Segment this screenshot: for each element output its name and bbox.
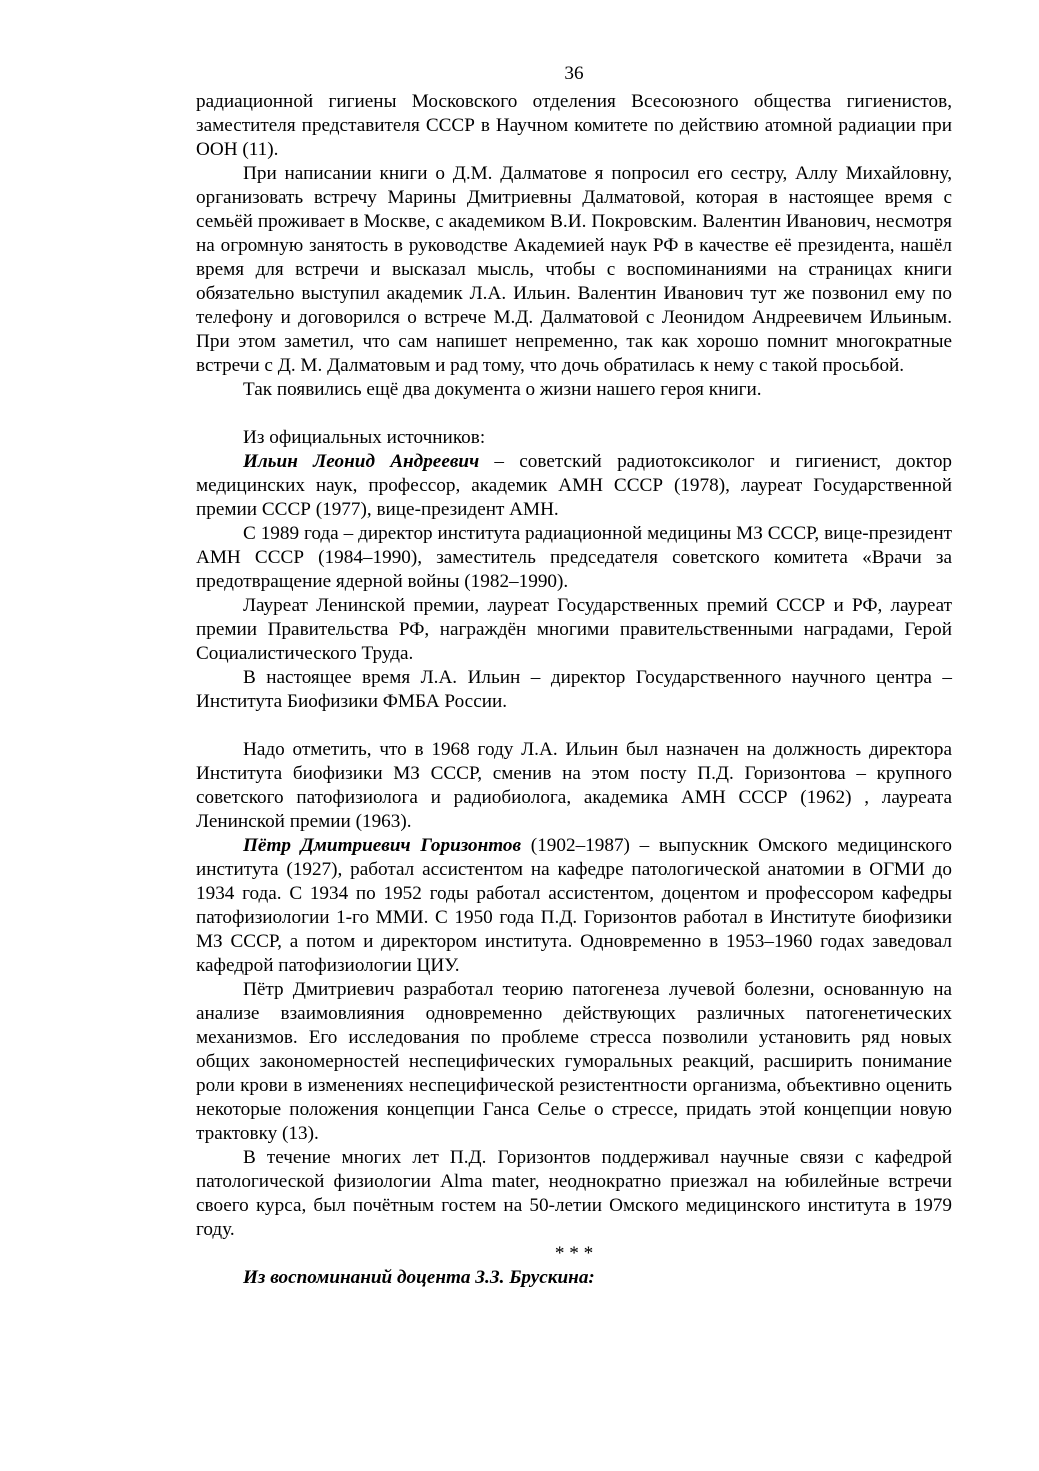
paragraph-appointment-1968: Надо отметить, что в 1968 году Л.А. Ильин был назначен на должность директора Института биофизики МЗ СССР, сменив на этом посту П.Д. Горизонтова – крупного советского патофизиолога и радиобиолога, академика АМН СССР (1962) , лауреата Ленинской премии (1963).	[196, 739, 952, 832]
paragraph-ilyin-current: В настоящее время Л.А. Ильин – директор Государственного научного центра – Института Биофизики ФМБА России.	[196, 667, 952, 712]
person-name-gorizontov: Пётр Дмитриевич Горизонтов	[243, 835, 522, 856]
gorizontov-bio-text: (1902–1987) – выпускник Омского медицинского института (1927), работал ассистентом на кафедре патологической анатомии в ОГМИ до 1934 года. С 1934 по 1952 годы работал ассистентом, доцентом и профессором кафедры патофизиологии 1-го ММИ. С 1950 года П.Д. Горизонтов работал в Институте биофизики МЗ СССР, а потом и директором института. Одновременно в 1953–1960 годах заведовал кафедрой патофизиологии ЦИУ.	[196, 835, 952, 976]
person-name-ilyin: Ильин Леонид Андреевич	[243, 451, 480, 472]
paragraph-ilyin-bio	[196, 450, 952, 522]
document-page	[196, 62, 952, 1290]
paragraph-official-sources: Из официальных источников:	[243, 427, 486, 448]
blank-line	[196, 402, 952, 426]
paragraph-two-documents: Так появились ещё два документа о жизни нашего героя книги.	[243, 379, 762, 400]
page-number: 36	[564, 63, 584, 84]
paragraph-gorizontov-bio	[196, 834, 952, 978]
paragraph-ilyin-awards: Лауреат Ленинской премии, лауреат Государственных премий СССР и РФ, лауреат премии Правительства РФ, награждён многими правительственными наградами, Герой Социалистического Труда.	[196, 595, 952, 664]
blank-line	[196, 714, 952, 738]
section-heading: Из воспоминаний доцента З.З. Брускина:	[243, 1267, 595, 1288]
paragraph-book-writing: При написании книги о Д.М. Далматове я попросил его сестру, Аллу Михайловну, организовать встречу Марины Дмитриевны Далматовой, которая в настоящее время с семьёй проживает в Москве, с академиком В.И. Покровским. Валентин Иванович, несмотря на огромную занятость в руководстве Академией наук РФ в качестве её президента, нашёл время для встречи и высказал мысль, чтобы с воспоминаниями на страницах книги обязательно выступил академик Л.А. Ильин. Валентин Иванович тут же позвонил ему по телефону и договорился о встрече М.Д. Далматовой с Леонидом Андреевичем Ильиным. При этом заметил, что сам напишет непременно, так как хорошо помнит многократные встречи с Д. М. Далматовым и рад тому, что дочь обратилась к нему с такой просьбой.	[196, 163, 952, 376]
paragraph-ilyin-career: С 1989 года – директор института радиационной медицины МЗ СССР, вице-президент АМН СССР (1984–1990), заместитель председателя советского комитета «Врачи за предотвращение ядерной войны (1982–1990).	[196, 523, 952, 592]
paragraph-gorizontov-research: Пётр Дмитриевич разработал теорию патогенеза лучевой болезни, основанную на анализе взаимовлияния одновременно действующих различных патогенетических механизмов. Его исследования по проблеме стресса позволили установить ряд новых общих закономерностей неспецифических гуморальных реакций, расширить понимание роли крови в изменениях неспецифической резистентности организма, объективно оценить некоторые положения концепции Ганса Селье о стрессе, придать этой концепции новую трактовку (13).	[196, 979, 952, 1144]
ilyin-bio-text: – советский радиотоксиколог и гигиенист, доктор медицинских наук, профессор, академик АМН СССР (1978), лауреат Государственной премии СССР (1977), вице-президент АМН.	[196, 451, 953, 520]
paragraph-gorizontov-ties: В течение многих лет П.Д. Горизонтов поддерживал научные связи с кафедрой патологической физиологии Alma mater, неоднократно приезжал на юбилейные встречи своего курса, был почётным гостем на 50-летии Омского медицинского института в 1979 году.	[196, 1147, 952, 1240]
section-separator: * * *	[554, 1243, 594, 1264]
paragraph-continuation: радиационной гигиены Московского отделения Всесоюзного общества гигиенистов, заместителя представителя СССР в Научном комитете по действию атомной радиации при ООН (11).	[196, 91, 952, 160]
